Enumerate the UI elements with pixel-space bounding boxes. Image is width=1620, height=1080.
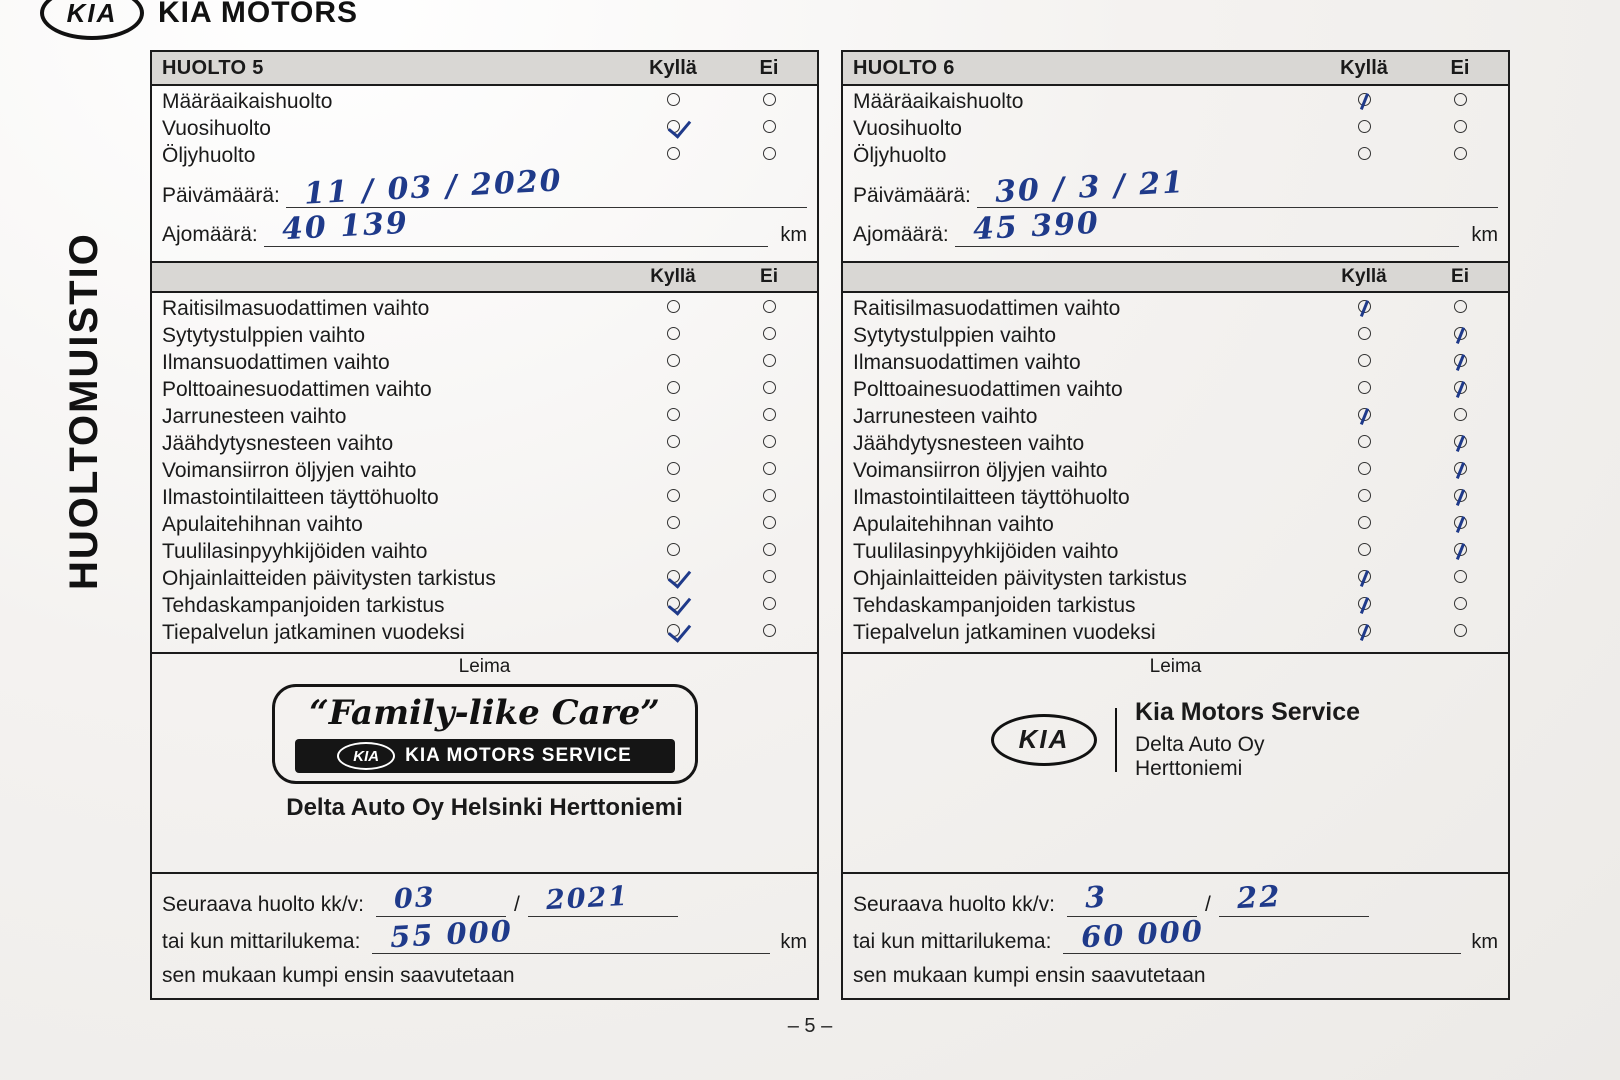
check-mark-icon (668, 591, 691, 615)
row-label: Määräaikaishuolto (162, 89, 333, 113)
family-care-stamp (272, 684, 698, 784)
check-mark-icon (668, 564, 691, 588)
row-label: Apulaitehihnan vaihto (162, 512, 363, 536)
no-checkbox[interactable] (1412, 408, 1508, 426)
no-checkbox[interactable] (721, 435, 817, 453)
stamp-label: Leima (458, 656, 511, 677)
next-service-label: Seuraava huolto kk/v: (162, 893, 364, 916)
next-month-value: 3 (1084, 879, 1109, 915)
next-odometer-label: tai kun mittarilukema: (162, 930, 361, 953)
yes-checkbox[interactable] (1316, 489, 1412, 507)
date-field (152, 163, 817, 212)
odometer-value: 40 139 (280, 205, 410, 248)
table-row (843, 88, 1508, 115)
yes-checkbox[interactable] (1316, 120, 1412, 138)
no-checkbox[interactable] (721, 120, 817, 138)
no-checkbox[interactable] (721, 570, 817, 588)
block-title: HUOLTO 6 (853, 56, 955, 79)
no-checkbox[interactable] (721, 516, 817, 534)
next-odometer-unit: km (780, 931, 807, 953)
service-item-rows (843, 293, 1508, 652)
service-item-rows (152, 293, 817, 652)
row-label: Ohjainlaitteiden päivitysten tarkistus (162, 566, 496, 590)
top-rows (843, 86, 1508, 253)
yes-checkbox[interactable] (625, 489, 721, 507)
date-field (843, 165, 1508, 210)
odometer-field (152, 205, 817, 248)
table-row (152, 88, 817, 115)
next-service-label: Seuraava huolto kk/v: (853, 893, 1055, 916)
yes-checkbox[interactable] (625, 327, 721, 345)
no-checkbox[interactable] (721, 408, 817, 426)
table-row (152, 295, 817, 322)
no-checkbox[interactable] (1412, 93, 1508, 111)
slogan-text: “Family-like Care” (309, 693, 660, 733)
yes-checkbox[interactable] (625, 435, 721, 453)
odometer-field (843, 205, 1508, 248)
no-column-header: Ei (1450, 56, 1470, 79)
yes-checkbox[interactable] (1316, 300, 1412, 318)
service-bar-text: KIA MOTORS SERVICE (405, 745, 632, 766)
yes-checkbox[interactable] (625, 597, 721, 615)
yes-checkbox[interactable] (625, 120, 721, 138)
table-row (843, 484, 1508, 511)
table-row (152, 322, 817, 349)
check-mark-icon (668, 618, 691, 642)
next-service-odometer (162, 913, 807, 955)
no-checkbox[interactable] (1412, 489, 1508, 507)
kia-service-stamp (991, 698, 1360, 781)
row-label: Tuulilasinpyyhkijöiden vaihto (853, 539, 1119, 563)
yes-checkbox[interactable] (1316, 93, 1412, 111)
service-block-huolto-6 (841, 50, 1510, 1000)
next-service-note: sen mukaan kumpi ensin saavutetaan (853, 964, 1206, 987)
kia-logo-icon (40, 0, 144, 40)
dealer-stamp-area (152, 652, 817, 872)
yes-checkbox[interactable] (1316, 597, 1412, 615)
row-label: Voimansiirron öljyjen vaihto (853, 458, 1108, 482)
yes-checkbox[interactable] (1316, 543, 1412, 561)
no-column-header: Ei (1451, 266, 1469, 287)
next-service-note: sen mukaan kumpi ensin saavutetaan (162, 964, 515, 987)
row-label: Tiepalvelun jatkaminen vuodeksi (162, 620, 465, 644)
row-label: Jarrunesteen vaihto (162, 404, 347, 428)
row-label: Ilmansuodattimen vaihto (853, 350, 1081, 374)
yes-checkbox[interactable] (625, 381, 721, 399)
table-row (843, 430, 1508, 457)
no-checkbox[interactable] (721, 381, 817, 399)
row-label: Ohjainlaitteiden päivitysten tarkistus (853, 566, 1187, 590)
kia-logo-text: KIA (1018, 724, 1070, 754)
odometer-label: Ajomäärä: (162, 223, 258, 246)
row-label: Sytytystulppien vaihto (162, 323, 366, 347)
yes-checkbox[interactable] (625, 543, 721, 561)
kia-brand-header (40, 0, 358, 40)
next-month-input[interactable] (376, 881, 506, 917)
table-row (152, 619, 817, 646)
table-row (152, 403, 817, 430)
next-month-input[interactable] (1067, 879, 1197, 917)
table-row (152, 565, 817, 592)
table-row (843, 511, 1508, 538)
kia-logo-text: KIA (66, 0, 118, 28)
no-checkbox[interactable] (721, 354, 817, 372)
table-row (152, 115, 817, 142)
stamp-line-2: Delta Auto Oy (1134, 733, 1265, 756)
row-label: Ilmansuodattimen vaihto (162, 350, 390, 374)
stamp-divider (1115, 708, 1117, 772)
no-checkbox[interactable] (721, 462, 817, 480)
odometer-unit: km (780, 224, 807, 246)
yes-checkbox[interactable] (625, 462, 721, 480)
dealer-stamp-area (843, 652, 1508, 872)
table-row (152, 592, 817, 619)
service-block-huolto-5 (150, 50, 819, 1000)
next-odometer-input[interactable] (372, 913, 770, 955)
next-service-block (152, 872, 817, 998)
no-checkbox[interactable] (721, 93, 817, 111)
yes-checkbox[interactable] (1316, 624, 1412, 642)
no-checkbox[interactable] (721, 624, 817, 642)
no-checkbox[interactable] (721, 543, 817, 561)
row-label: Raitisilmasuodattimen vaihto (162, 296, 430, 320)
stamp-line-3: Herttoniemi (1134, 757, 1243, 780)
check-mark-icon (668, 114, 691, 138)
table-row (843, 376, 1508, 403)
row-label: Raitisilmasuodattimen vaihto (853, 296, 1121, 320)
row-label: Ilmastointilaitteen täyttöhuolto (853, 485, 1130, 509)
block-header (152, 52, 817, 86)
table-row (843, 538, 1508, 565)
yes-checkbox[interactable] (1316, 354, 1412, 372)
odometer-input[interactable] (955, 205, 1460, 248)
table-row (843, 619, 1508, 646)
yes-checkbox[interactable] (1316, 147, 1412, 165)
table-row (152, 538, 817, 565)
no-column-header: Ei (759, 56, 779, 79)
next-service-block (843, 872, 1508, 998)
row-label: Polttoainesuodattimen vaihto (853, 377, 1123, 401)
date-input[interactable] (977, 165, 1498, 210)
no-checkbox[interactable] (1412, 624, 1508, 642)
stamp-label: Leima (1149, 656, 1202, 677)
yes-checkbox[interactable] (1316, 408, 1412, 426)
yes-checkbox[interactable] (1316, 435, 1412, 453)
yes-checkbox[interactable] (1316, 516, 1412, 534)
block-title: HUOLTO 5 (162, 56, 264, 79)
odometer-value: 45 390 (971, 205, 1101, 248)
no-checkbox[interactable] (721, 597, 817, 615)
next-service-date: Seuraava huolto kk/v: 03 / 2021 (162, 886, 807, 917)
row-label: Ilmastointilaitteen täyttöhuolto (162, 485, 439, 509)
table-row (843, 403, 1508, 430)
table-row (152, 142, 817, 169)
next-odometer-value: 55 000 (389, 913, 515, 955)
next-odometer-unit: km (1471, 931, 1498, 953)
row-label: Tehdaskampanjoiden tarkistus (162, 593, 445, 617)
yes-checkbox[interactable] (625, 147, 721, 165)
table-row (843, 565, 1508, 592)
table-row (843, 349, 1508, 376)
yes-checkbox[interactable] (625, 624, 721, 642)
yes-column-header: Kyllä (649, 56, 697, 79)
row-label: Jarrunesteen vaihto (853, 404, 1038, 428)
block-header (843, 52, 1508, 86)
yes-checkbox[interactable] (1316, 381, 1412, 399)
odometer-label: Ajomäärä: (853, 223, 949, 246)
row-label: Voimansiirron öljyjen vaihto (162, 458, 417, 482)
row-label: Vuosihuolto (853, 116, 962, 140)
no-checkbox[interactable] (1412, 543, 1508, 561)
date-value: 30 / 3 / 21 (994, 165, 1186, 210)
row-label: Tuulilasinpyyhkijöiden vaihto (162, 539, 428, 563)
stamp-line-1: Kia Motors Service (1134, 698, 1361, 726)
no-checkbox[interactable] (1412, 570, 1508, 588)
date-label: Päivämäärä: (853, 184, 971, 207)
row-label: Polttoainesuodattimen vaihto (162, 377, 432, 401)
row-label: Tiepalvelun jatkaminen vuodeksi (853, 620, 1156, 644)
no-checkbox[interactable] (1412, 462, 1508, 480)
service-items-header (843, 261, 1508, 293)
no-checkbox[interactable] (1412, 300, 1508, 318)
no-checkbox[interactable] (1412, 597, 1508, 615)
row-label: Tehdaskampanjoiden tarkistus (853, 593, 1136, 617)
row-label: Jäähdytysnesteen vaihto (853, 431, 1085, 455)
yes-checkbox[interactable] (625, 516, 721, 534)
no-checkbox[interactable] (721, 300, 817, 318)
table-row (152, 430, 817, 457)
date-input[interactable] (286, 163, 807, 212)
yes-checkbox[interactable] (625, 354, 721, 372)
yes-checkbox[interactable] (625, 300, 721, 318)
odometer-input[interactable] (264, 205, 769, 248)
next-odometer-label: tai kun mittarilukema: (853, 930, 1052, 953)
table-row (843, 295, 1508, 322)
next-year-input[interactable] (1219, 878, 1369, 917)
table-row (152, 349, 817, 376)
no-checkbox[interactable] (1412, 147, 1508, 165)
yes-checkbox[interactable] (1316, 327, 1412, 345)
row-label: Sytytystulppien vaihto (853, 323, 1057, 347)
kia-wordmark: KIA MOTORS (158, 0, 359, 29)
table-row (152, 376, 817, 403)
row-label: Jäähdytysnesteen vaihto (162, 431, 394, 455)
row-label: Vuosihuolto (162, 116, 271, 140)
date-label: Päivämäärä: (162, 184, 280, 207)
table-row (843, 457, 1508, 484)
top-rows (152, 86, 817, 253)
table-row (843, 592, 1508, 619)
next-odometer-value: 60 000 (1080, 913, 1206, 955)
kia-motors-service-bar (295, 739, 675, 773)
no-checkbox[interactable] (721, 327, 817, 345)
no-checkbox[interactable] (721, 489, 817, 507)
no-checkbox[interactable] (1412, 120, 1508, 138)
yes-column-header: Kyllä (1340, 56, 1388, 79)
next-year-value: 22 (1235, 878, 1283, 916)
row-label: Apulaitehihnan vaihto (853, 512, 1054, 536)
yes-checkbox[interactable] (625, 93, 721, 111)
next-service-date: Seuraava huolto kk/v: 3 / 22 (853, 886, 1498, 917)
page-number: – 5 – (787, 1015, 833, 1037)
dealer-name: Delta Auto Oy Helsinki Herttoniemi (286, 794, 683, 821)
date-value: 11 / 03 / 2020 (303, 163, 564, 212)
no-column-header: Ei (760, 266, 778, 287)
table-row (152, 484, 817, 511)
table-row (152, 457, 817, 484)
yes-checkbox[interactable] (625, 570, 721, 588)
row-label: Öljyhuolto (853, 143, 947, 167)
no-checkbox[interactable] (1412, 516, 1508, 534)
next-year-input[interactable] (528, 880, 678, 917)
yes-column-header: Kyllä (650, 266, 696, 287)
kia-logo-icon: KIA (337, 742, 395, 770)
next-month-value: 03 (393, 881, 437, 916)
yes-checkbox[interactable] (1316, 462, 1412, 480)
kia-logo-icon (991, 714, 1097, 766)
yes-checkbox[interactable] (625, 408, 721, 426)
next-service-odometer (853, 913, 1498, 955)
no-checkbox[interactable] (721, 147, 817, 165)
table-row (843, 115, 1508, 142)
no-checkbox[interactable] (1412, 354, 1508, 372)
row-label: Öljyhuolto (162, 143, 256, 167)
service-record-sheet (150, 50, 1510, 1000)
table-row (152, 511, 817, 538)
next-odometer-input[interactable] (1063, 913, 1461, 955)
row-label: Määräaikaishuolto (853, 89, 1024, 113)
service-items-header (152, 261, 817, 293)
no-checkbox[interactable] (1412, 381, 1508, 399)
odometer-unit: km (1471, 224, 1498, 246)
no-checkbox[interactable] (1412, 435, 1508, 453)
next-year-value: 2021 (545, 880, 630, 917)
page-title: HUOLTOMUISTIO (62, 232, 106, 590)
no-checkbox[interactable] (1412, 327, 1508, 345)
yes-checkbox[interactable] (1316, 570, 1412, 588)
table-row (843, 322, 1508, 349)
yes-column-header: Kyllä (1341, 266, 1387, 287)
